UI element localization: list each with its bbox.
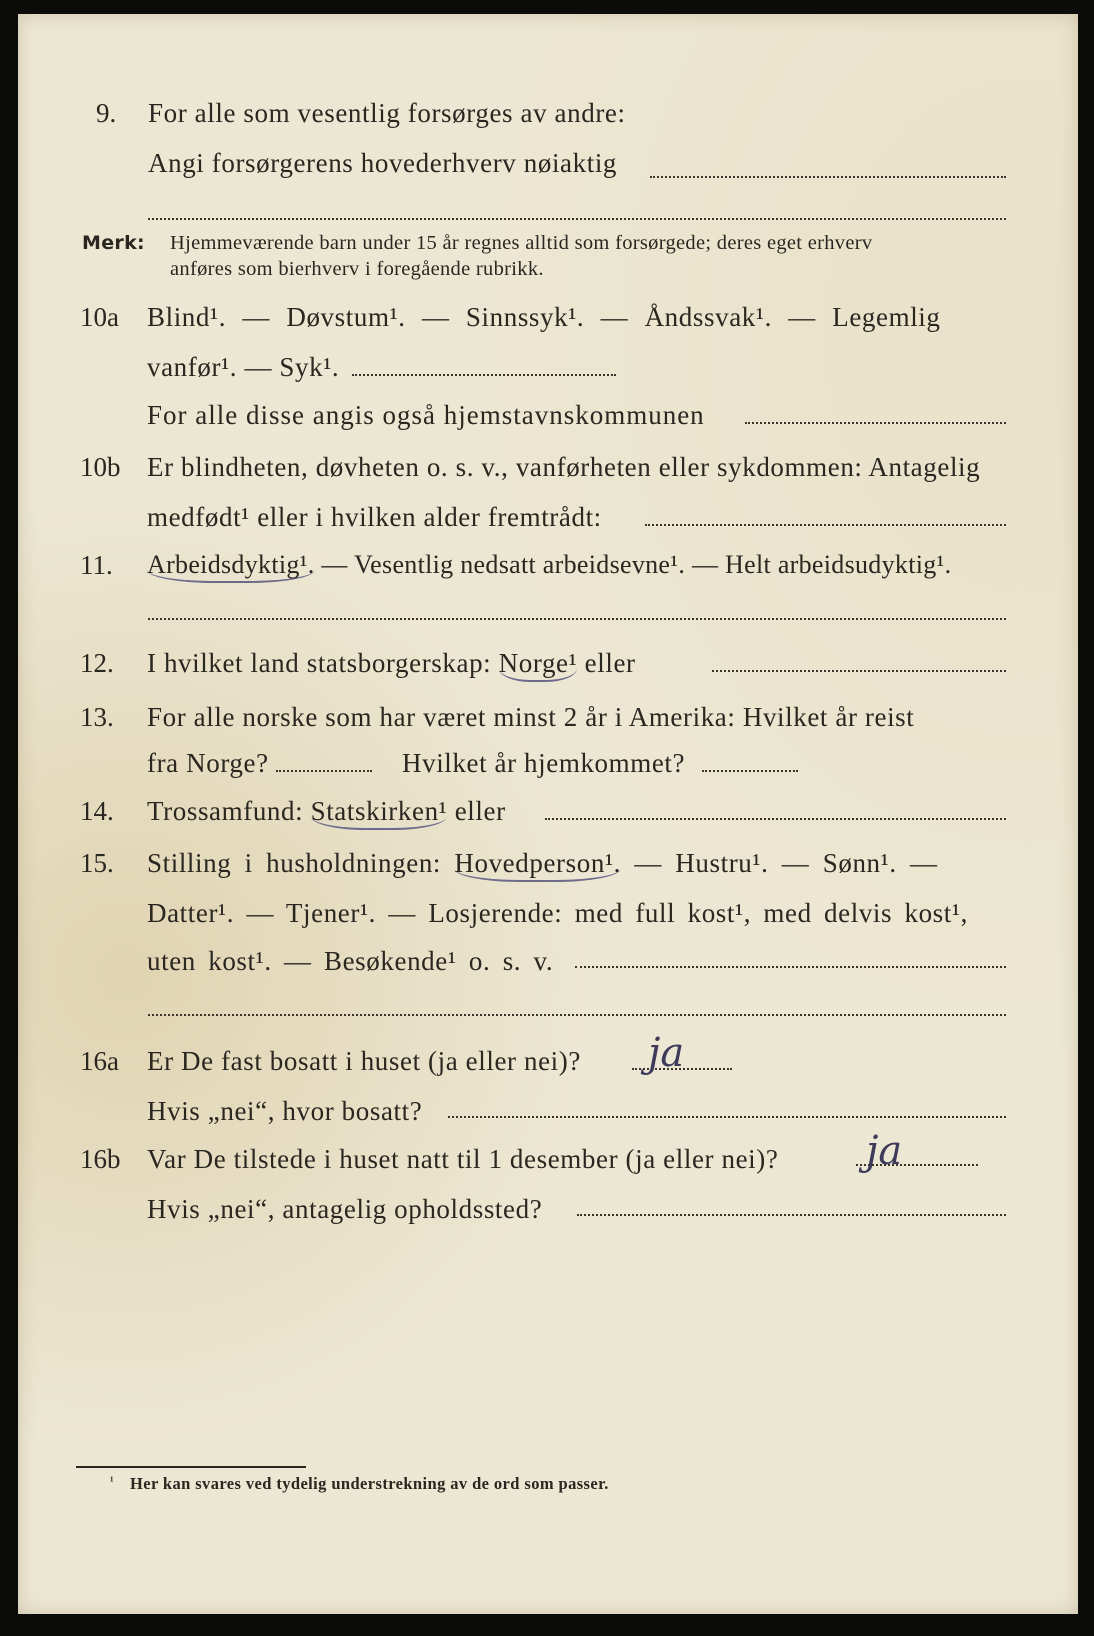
q13-left-line[interactable] [276, 770, 372, 772]
q11-extra-line[interactable] [148, 618, 1006, 620]
q12-option-norway[interactable]: Norge¹ [499, 648, 578, 682]
q10a-options-1: Blind¹. — Døvstum¹. — Sinnssyk¹. — Åndssvak¹. — Legemlig [147, 302, 941, 332]
q15-option-head[interactable]: Hovedperson¹. [454, 848, 621, 882]
q11-option-able[interactable]: Arbeidsdyktig¹. [147, 550, 315, 583]
q10b-onset-label: medfødt¹ eller i hvilken alder fremtrådt: [147, 502, 602, 532]
q9-answer-line[interactable] [650, 176, 1006, 178]
q14-other-line[interactable] [545, 818, 1006, 820]
q12-or: eller [577, 648, 636, 678]
q12-question [147, 646, 636, 680]
q14-number: 14. [80, 796, 114, 826]
q14-or: eller [447, 796, 506, 826]
q12-label: I hvilket land statsborgerskap: [147, 648, 499, 678]
note-line-2: anføres som bierhverv i foregående rubrikk. [170, 258, 544, 280]
q14-label: Trossamfund: [147, 796, 311, 826]
q13-returned-line[interactable] [702, 770, 798, 772]
q12-number: 12. [80, 648, 114, 678]
q16b-handwritten-answer: ja [866, 1128, 903, 1174]
q10a-number: 10a [80, 302, 119, 332]
q12-other-country-line[interactable] [712, 670, 1006, 672]
q10a-sick-line[interactable] [352, 374, 616, 376]
q11-other-options: — Vesentlig nedsatt arbeidsevne¹. — Helt arbeidsudyktig¹. [314, 550, 952, 579]
q16b-question: Var De tilstede i huset natt til 1 desember (ja eller nei)? [147, 1144, 779, 1174]
q13-returned-label: Hvilket år hjemkommet? [402, 748, 686, 778]
q15-label: Stilling i husholdningen: [147, 848, 455, 878]
q9-extra-line[interactable] [148, 218, 1006, 220]
note-label: Merk: [82, 232, 145, 254]
q10b-number: 10b [80, 452, 121, 482]
q10a-home-municipality-line[interactable] [745, 422, 1006, 424]
q10a-home-municipality-label: For alle disse angis også hjemstavnskommunen [147, 400, 705, 430]
q11-number: 11. [80, 550, 113, 580]
q14-question [147, 794, 506, 828]
q13-number: 13. [80, 702, 114, 732]
q15-options-3: uten kost¹. — Besøkende¹ o. s. v. [147, 946, 554, 976]
q15-options-rest: — Hustru¹. — Sønn¹. — [621, 848, 938, 878]
q13-left-label: fra Norge? [147, 748, 269, 778]
q16a-question: Er De fast bosatt i huset (ja eller nei)? [147, 1046, 581, 1076]
q15-extra-line[interactable] [148, 1014, 1006, 1016]
q9-question: For alle som vesentlig forsørges av andre: [148, 98, 626, 128]
q10b-question: Er blindheten, døvheten o. s. v., vanførheten eller sykdommen: Antagelig [147, 452, 981, 482]
q16a-where-line[interactable] [448, 1116, 1006, 1118]
q16a-handwritten-answer: ja [648, 1030, 685, 1076]
q9-number: 9. [96, 98, 117, 128]
note-line-1: Hjemmeværende barn under 15 år regnes alltid som forsørgede; deres eget erhverv [170, 232, 873, 254]
q11-options [147, 548, 951, 582]
q15-other-line[interactable] [575, 966, 1006, 968]
q16a-where-label: Hvis „nei“, hvor bosatt? [147, 1096, 423, 1126]
q16b-number: 16b [80, 1144, 121, 1174]
q9-provider-label: Angi forsørgerens hovederhverv nøiaktig [148, 148, 618, 178]
q10b-onset-line[interactable] [645, 524, 1006, 526]
footnote-divider [76, 1466, 306, 1468]
q15-number: 15. [80, 848, 114, 878]
footnote-mark: ¹ [110, 1474, 114, 1488]
q16b-whereabouts-line[interactable] [577, 1214, 1006, 1216]
footnote-text: Her kan svares ved tydelig understrekning av de ord som passer. [130, 1474, 609, 1493]
q13-question: For alle norske som har været minst 2 år i Amerika: Hvilket år reist [147, 702, 915, 732]
q15-question [147, 846, 938, 880]
q16b-whereabouts-label: Hvis „nei“, antagelig opholdssted? [147, 1194, 543, 1224]
q15-options-2: Datter¹. — Tjener¹. — Losjerende: med full kost¹, med delvis kost¹, [147, 898, 968, 928]
q14-option-state-church[interactable]: Statskirken¹ [311, 796, 448, 830]
q16a-number: 16a [80, 1046, 119, 1076]
q10a-options-2: vanfør¹. — Syk¹. [147, 352, 340, 382]
